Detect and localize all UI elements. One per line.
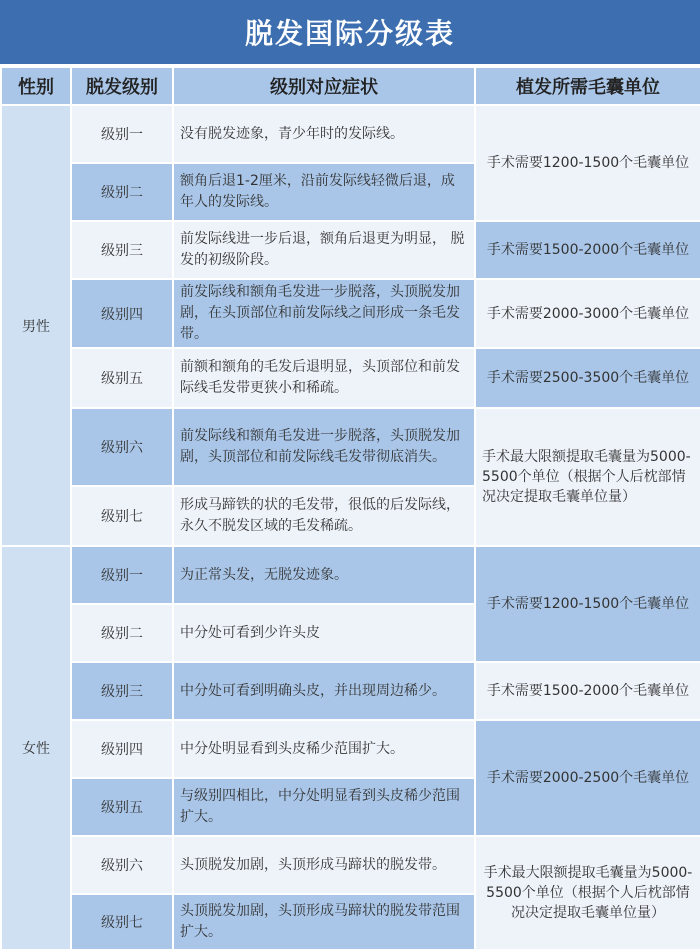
table-row <box>1 408 700 486</box>
table-row <box>1 279 700 348</box>
gender-cell-female: 女性 <box>1 546 71 950</box>
page-title: 脱发国际分级表 <box>0 0 700 66</box>
units-cell: 手术需要1500-2000个毛囊单位 <box>475 662 700 720</box>
units-cell: 手术需要1200-1500个毛囊单位 <box>475 105 700 221</box>
symptom-cell: 中分处可看到少许头皮 <box>173 604 475 662</box>
table-row <box>1 836 700 894</box>
level-cell: 级别四 <box>71 279 173 348</box>
header-units: 植发所需毛囊单位 <box>475 67 700 105</box>
units-cell: 手术需要2000-2500个毛囊单位 <box>475 720 700 836</box>
symptom-cell: 形成马蹄铁的状的毛发带，很低的后发际线，永久不脱发区域的毛发稀疏。 <box>173 486 475 546</box>
symptom-cell: 前额和额角的毛发后退明显，头顶部位和前发际线毛发带更狭小和稀疏。 <box>173 348 475 408</box>
units-cell: 手术需要1500-2000个毛囊单位 <box>475 221 700 279</box>
symptom-cell: 与级别四相比，中分处明显看到头皮稀少范围扩大。 <box>173 778 475 836</box>
symptom-cell: 中分处可看到明确头皮，并出现周边稀少。 <box>173 662 475 720</box>
header-gender: 性别 <box>1 67 71 105</box>
level-cell: 级别七 <box>71 486 173 546</box>
units-cell: 手术最大限额提取毛囊量为5000-5500个单位（根据个人后枕部情况决定提取毛囊单位量） <box>475 836 700 950</box>
header-level: 脱发级别 <box>71 67 173 105</box>
table-row <box>1 662 700 720</box>
level-cell: 级别二 <box>71 163 173 221</box>
level-cell: 级别一 <box>71 105 173 163</box>
level-cell: 级别一 <box>71 546 173 604</box>
gender-cell-male: 男性 <box>1 105 71 546</box>
symptom-cell: 没有脱发迹象，青少年时的发际线。 <box>173 105 475 163</box>
symptom-cell: 前发际线和额角毛发进一步脱落，头顶脱发加剧，在头顶部位和前发际线之间形成一条毛发带。 <box>173 279 475 348</box>
table-row <box>1 221 700 279</box>
level-cell: 级别四 <box>71 720 173 778</box>
symptom-cell: 额角后退1-2厘米，沿前发际线轻微后退，成年人的发际线。 <box>173 163 475 221</box>
symptom-cell: 中分处明显看到头皮稀少范围扩大。 <box>173 720 475 778</box>
level-cell: 级别六 <box>71 836 173 894</box>
symptom-cell: 头顶脱发加剧，头顶形成马蹄状的脱发带。 <box>173 836 475 894</box>
units-cell: 手术需要2500-3500个毛囊单位 <box>475 348 700 408</box>
table-row <box>1 348 700 408</box>
units-cell: 手术需要1200-1500个毛囊单位 <box>475 546 700 662</box>
symptom-cell: 前发际线进一步后退，额角后退更为明显， 脱发的初级阶段。 <box>173 221 475 279</box>
level-cell: 级别五 <box>71 348 173 408</box>
symptom-cell: 头顶脱发加剧，头顶形成马蹄状的脱发带范围扩大。 <box>173 894 475 950</box>
symptom-cell: 为正常头发，无脱发迹象。 <box>173 546 475 604</box>
level-cell: 级别二 <box>71 604 173 662</box>
grading-table <box>0 66 700 951</box>
table-row <box>1 720 700 778</box>
header-row <box>1 67 700 105</box>
units-cell: 手术需要2000-3000个毛囊单位 <box>475 279 700 348</box>
units-cell: 手术最大限额提取毛囊量为5000-5500个单位（根据个人后枕部情况决定提取毛囊单位量） <box>475 408 700 546</box>
symptom-cell: 前发际线和额角毛发进一步脱落，头顶脱发加剧，头顶部位和前发际线毛发带彻底消失。 <box>173 408 475 486</box>
level-cell: 级别七 <box>71 894 173 950</box>
level-cell: 级别五 <box>71 778 173 836</box>
level-cell: 级别六 <box>71 408 173 486</box>
table-row <box>1 546 700 604</box>
header-symptom: 级别对应症状 <box>173 67 475 105</box>
level-cell: 级别三 <box>71 662 173 720</box>
level-cell: 级别三 <box>71 221 173 279</box>
table-row <box>1 105 700 163</box>
